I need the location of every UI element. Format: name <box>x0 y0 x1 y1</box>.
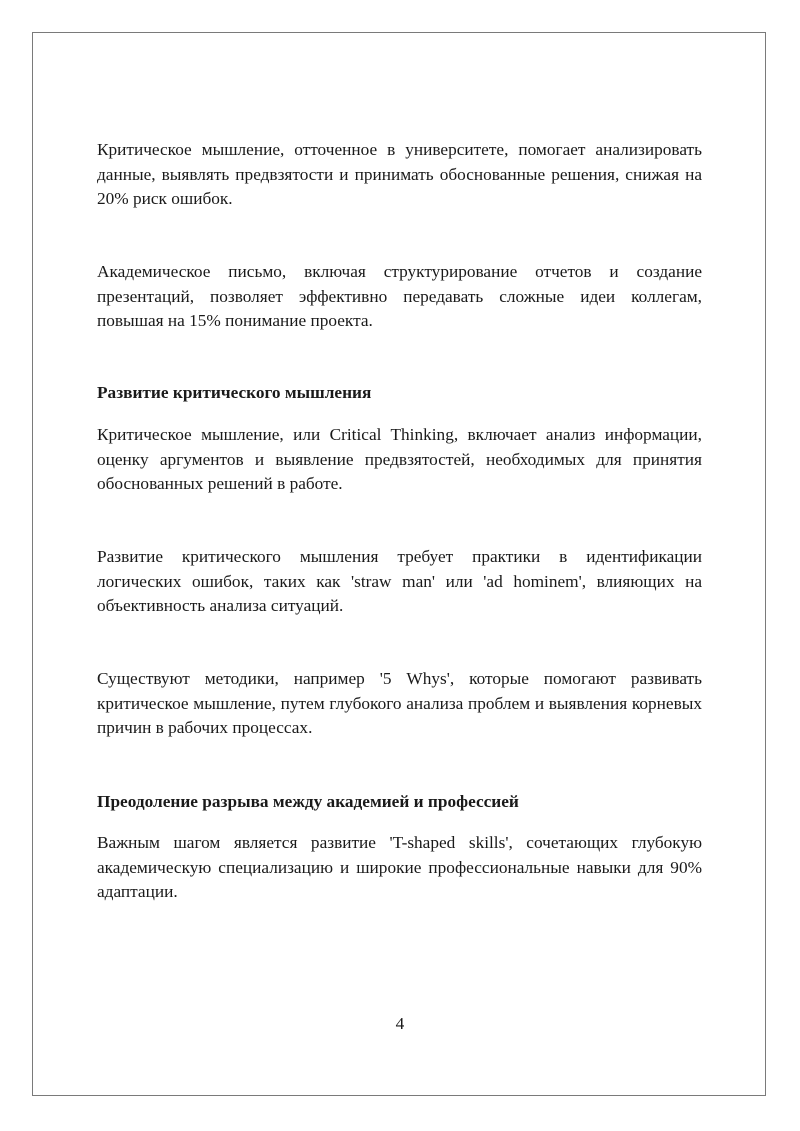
page-number: 4 <box>395 1014 405 1033</box>
paragraph-academic-writing: Академическое письмо, включая структурирование отчетов и создание презентаций, позволяет эффективно передавать сложные идеи коллегам, повышая на 15% понимание проекта. <box>97 262 702 330</box>
paragraph-t-shaped-skills: Важным шагом является развитие 'T-shaped skills', сочетающих глубокую академическую специализацию и широкие профессиональные навыки для 90% адаптации. <box>97 833 702 901</box>
heading-critical-thinking-development: Развитие критического мышления <box>97 383 372 402</box>
paragraph-critical-thinking-definition: Критическое мышление, или Critical Thinking, включает анализ информации, оценку аргументов и выявление предвзятостей, необходимых для принятия обоснованных решений в работе. <box>97 425 702 493</box>
heading-bridging-gap: Преодоление разрыва между академией и профессией <box>97 792 519 811</box>
paragraph-logical-fallacies: Развитие критического мышления требует практики в идентификации логических ошибок, таких как 'straw man' или 'ad hominem', влияющих на объективность анализа ситуаций. <box>97 547 702 615</box>
paragraph-critical-thinking-university: Критическое мышление, отточенное в университете, помогает анализировать данные, выявлять предвзятости и принимать обоснованные решения, снижая на 20% риск ошибок. <box>97 140 702 208</box>
paragraph-five-whys: Существуют методики, например '5 Whys', которые помогают развивать критическое мышление, путем глубокого анализа проблем и выявления корневых причин в рабочих процессах. <box>97 669 702 737</box>
